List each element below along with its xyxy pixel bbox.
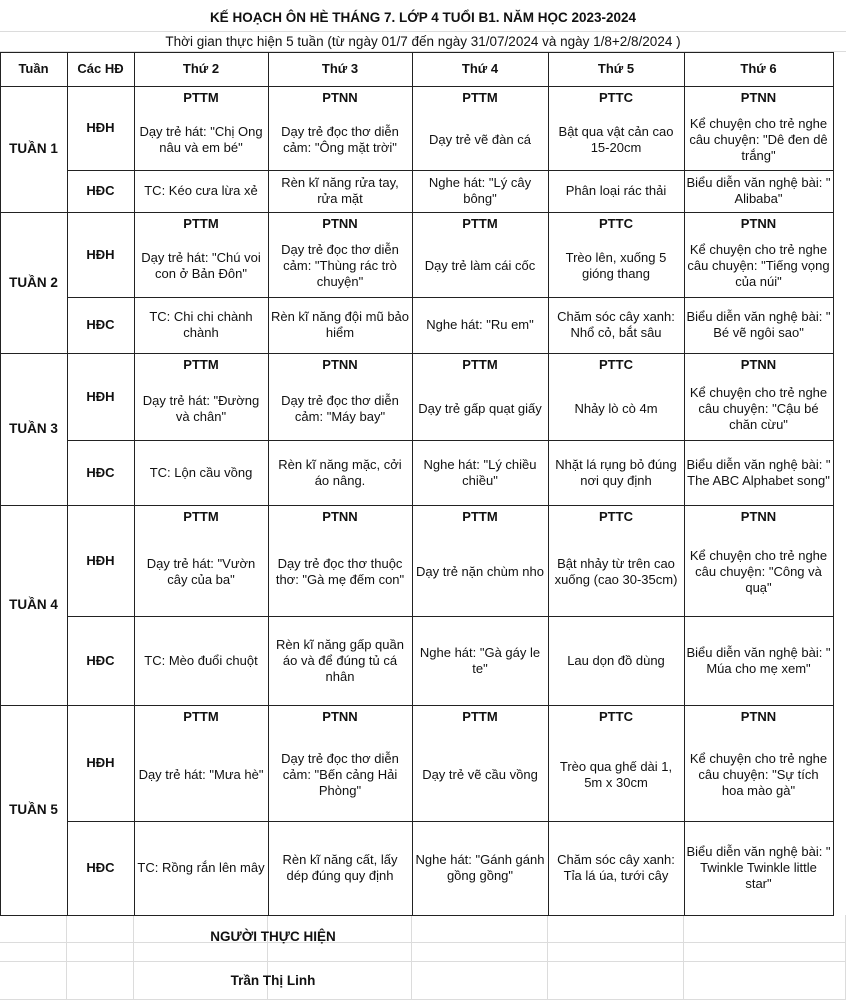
empty-cell xyxy=(67,962,134,1000)
area-cell: PTTM xyxy=(462,90,498,105)
table-border-week xyxy=(0,705,833,706)
sheet-subtitle: Thời gian thực hiện 5 tuần (từ ngày 01/7 đến ngày 31/07/2024 và ngày 1/8+2/8/2024 ) xyxy=(165,34,681,49)
hdh-cell: Trèo qua ghế dài 1, 5m x 30cm xyxy=(559,759,673,790)
activity-hdh: HĐH xyxy=(86,120,115,135)
hdh-cell: Dạy trẻ đọc thơ diễn cảm: "Máy bay" xyxy=(281,392,399,424)
empty-cell xyxy=(67,915,134,943)
hdc-cell: Biểu diễn văn nghệ bài: " Twinkle Twinkle little star" xyxy=(686,844,831,891)
table-border-hdc xyxy=(67,297,833,298)
area-cell: PTTM xyxy=(462,508,498,524)
hdc-cell: Nghe hát: "Gánh gánh gồng gồng" xyxy=(415,852,545,883)
area-cell: PTNN xyxy=(740,709,777,724)
activity-hdh: HĐH xyxy=(86,246,115,262)
activity-hdc: HĐC xyxy=(86,183,115,198)
area-cell: PTNN xyxy=(322,215,358,231)
area-cell: PTTM xyxy=(183,709,219,724)
week-label: TUẦN 5 xyxy=(9,802,58,817)
area-cell: PTTM xyxy=(462,215,498,231)
hdc-cell: Nhặt lá rụng bỏ đúng nơi quy định xyxy=(555,456,677,488)
hdc-cell: Rèn kĩ năng rửa tay, rửa mặt xyxy=(281,175,399,206)
hdh-cell: Dạy trẻ gấp quạt giấy xyxy=(418,400,542,416)
area-cell: PTNN xyxy=(322,90,358,105)
hdc-cell: TC: Kéo cưa lừa xẻ xyxy=(144,183,258,198)
area-cell: PTTC xyxy=(599,508,633,524)
hdh-cell: Dạy trẻ làm cái cốc xyxy=(424,258,536,273)
header-week: Tuần xyxy=(18,61,49,76)
table-border-col xyxy=(412,52,413,916)
hdh-cell: Kể chuyện cho trẻ nghe câu chuyện: "Sự tích hoa mào gà" xyxy=(689,751,828,798)
signer-title: NGƯỜI THỰC HIỆN xyxy=(210,928,336,944)
table-border-header xyxy=(0,86,833,87)
hdc-cell: Lau dọn đồ dùng xyxy=(567,652,665,668)
area-cell: PTTC xyxy=(599,215,633,231)
hdc-cell: Nghe hát: "Gà gáy le te" xyxy=(419,644,541,676)
activity-hdc: HĐC xyxy=(86,464,115,480)
hdh-cell: Dạy trẻ hát: "Vườn cây của ba" xyxy=(146,556,256,587)
hdh-cell: Kể chuyện cho trẻ nghe câu chuyện: "Dê đen dê trắng" xyxy=(689,116,828,163)
activity-hdh: HĐH xyxy=(86,755,115,770)
header-activity: Các HĐ xyxy=(77,61,124,76)
area-cell: PTTM xyxy=(183,357,219,372)
header-thu: Thứ 5 xyxy=(597,61,635,76)
area-cell: PTNN xyxy=(322,357,358,372)
hdc-cell: Rèn kĩ năng cất, lấy dép đúng quy định xyxy=(282,852,398,883)
hdh-cell: Dạy trẻ đọc thơ thuộc thơ: "Gà mẹ đếm con" xyxy=(275,556,405,587)
area-cell: PTTM xyxy=(183,215,219,231)
week-label: TUẦN 3 xyxy=(9,421,58,436)
hdh-cell: Dạy trẻ hát: "Chú voi con ở Bản Đôn" xyxy=(141,250,261,281)
hdh-cell: Dạy trẻ nặn chùm nho xyxy=(416,564,544,579)
table-border-col xyxy=(0,52,1,916)
hdc-cell: Biểu diễn văn nghệ bài: " Bé vẽ ngôi sao" xyxy=(686,309,831,340)
area-cell: PTTM xyxy=(183,508,219,524)
hdh-cell: Kể chuyện cho trẻ nghe câu chuyện: "Công và quạ" xyxy=(689,548,828,595)
week-label: TUẦN 4 xyxy=(9,597,58,612)
hdc-cell: TC: Mèo đuổi chuột xyxy=(144,652,258,668)
hdh-cell: Dạy trẻ đọc thơ diễn cảm: "Bến cảng Hải Phòng" xyxy=(281,751,399,798)
empty-cell xyxy=(684,943,846,962)
week-label: TUẦN 1 xyxy=(9,141,58,156)
area-cell: PTTC xyxy=(599,90,633,105)
hdh-cell: Bật nhảy từ trên cao xuống (cao 30-35cm) xyxy=(554,556,678,587)
table-border-col xyxy=(268,52,269,916)
area-cell: PTNN xyxy=(740,357,777,372)
area-cell: PTTM xyxy=(183,90,219,105)
hdc-cell: Phân loại rác thải xyxy=(565,183,667,198)
empty-cell xyxy=(548,962,684,1000)
activity-hdc: HĐC xyxy=(86,860,115,875)
signer-name: Trần Thị Linh xyxy=(230,973,316,988)
activity-hdh: HĐH xyxy=(86,552,115,568)
hdh-cell: Trèo lên, xuống 5 gióng thang xyxy=(565,250,667,281)
area-cell: PTTC xyxy=(599,709,633,724)
table-border-hdc xyxy=(67,821,833,822)
hdh-cell: Dạy trẻ hát: "Đường và chân" xyxy=(142,392,260,424)
hdc-cell: Chăm sóc cây xanh: Nhổ cỏ, bắt sâu xyxy=(557,309,675,340)
hdc-cell: Nghe hát: "Lý cây bông" xyxy=(428,175,532,206)
table-border-hdc xyxy=(67,616,833,617)
sheet-title: KẾ HOẠCH ÔN HÈ THÁNG 7. LỚP 4 TUỔI B1. NĂM HỌC 2023-2024 xyxy=(209,10,637,25)
hdc-cell: TC: Lộn cầu vồng xyxy=(149,464,253,480)
table-border-col xyxy=(684,52,685,916)
table-border-col xyxy=(548,52,549,916)
area-cell: PTNN xyxy=(740,90,777,105)
hdc-cell: TC: Rồng rắn lên mây xyxy=(137,860,265,875)
hdh-cell: Kể chuyện cho trẻ nghe câu chuyện: "Cậu bé chăn cừu" xyxy=(689,384,828,432)
hdh-cell: Dạy trẻ đọc thơ diễn cảm: "Thùng rác trò chuyện" xyxy=(281,242,399,289)
area-cell: PTTC xyxy=(599,357,633,372)
hdh-cell: Dạy trẻ vẽ đàn cá xyxy=(429,132,531,147)
area-cell: PTTM xyxy=(462,709,498,724)
empty-cell xyxy=(0,962,67,1000)
table-border-col xyxy=(134,52,135,916)
empty-cell xyxy=(684,962,846,1000)
empty-cell xyxy=(67,943,134,962)
hdc-cell: Biểu diễn văn nghệ bài: " Alibaba" xyxy=(686,175,831,206)
hdc-cell: Nghe hát: "Lý chiều chiều" xyxy=(423,456,537,488)
table-border-col xyxy=(67,52,68,916)
hdc-cell: Rèn kĩ năng gấp quần áo và để đúng tủ cá nhân xyxy=(276,636,404,684)
area-cell: PTTM xyxy=(462,357,498,372)
table-border-week xyxy=(0,353,833,354)
hdh-cell: Kể chuyện cho trẻ nghe câu chuyện: "Tiếng vọng của núi" xyxy=(687,242,830,289)
table-border-week xyxy=(0,915,833,916)
hdh-cell: Bật qua vật cản cao 15-20cm xyxy=(558,124,674,155)
table-border-hdc xyxy=(67,440,833,441)
activity-hdc: HĐC xyxy=(86,317,115,332)
area-cell: PTNN xyxy=(322,709,358,724)
hdh-cell: Dạy trẻ hát: "Chị Ong nâu và em bé" xyxy=(139,124,263,155)
hdc-cell: Rèn kĩ năng mặc, cởi áo nâng. xyxy=(278,456,402,488)
area-cell: PTNN xyxy=(322,508,358,524)
table-border-hdc xyxy=(67,170,833,171)
hdh-cell: Dạy trẻ vẽ cầu vồng xyxy=(422,767,538,782)
empty-cell xyxy=(548,943,684,962)
hdc-cell: Biểu diễn văn nghệ bài: " Múa cho mẹ xem" xyxy=(686,644,831,676)
hdc-cell: Chăm sóc cây xanh: Tỉa lá úa, tưới cây xyxy=(557,852,675,883)
table-border-right xyxy=(833,52,834,916)
area-cell: PTNN xyxy=(740,215,777,231)
hdh-cell: Dạy trẻ đọc thơ diễn cảm: "Ông mặt trời" xyxy=(281,124,399,155)
hdc-cell: Rèn kĩ năng đội mũ bảo hiểm xyxy=(270,309,410,340)
empty-cell xyxy=(0,943,67,962)
hdc-cell: Biểu diễn văn nghệ bài: " The ABC Alphabet song" xyxy=(686,456,831,488)
empty-cell xyxy=(548,915,684,943)
table-border-week xyxy=(0,212,833,213)
empty-cell xyxy=(0,915,67,943)
header-tue: Thứ 3 xyxy=(321,61,359,76)
empty-cell xyxy=(412,915,548,943)
header-wed: Thứ 4 xyxy=(461,61,499,76)
title-divider xyxy=(0,31,846,32)
hdc-cell: Nghe hát: "Ru em" xyxy=(426,317,534,332)
hdh-cell: Dạy trẻ hát: "Mưa hè" xyxy=(138,767,264,782)
activity-hdc: HĐC xyxy=(86,652,115,668)
activity-hdh: HĐH xyxy=(86,388,115,404)
empty-cell xyxy=(412,962,548,1000)
header-mon: Thứ 2 xyxy=(182,61,220,76)
table-border-top xyxy=(0,52,833,53)
hdh-cell: Nhảy lò cò 4m xyxy=(574,400,658,416)
table-border-week xyxy=(0,505,833,506)
empty-cell xyxy=(684,915,846,943)
header-fri: Thứ 6 xyxy=(740,61,777,76)
area-cell: PTNN xyxy=(740,508,777,524)
empty-cell xyxy=(412,943,548,962)
hdc-cell: TC: Chi chi chành chành xyxy=(149,309,253,340)
week-label: TUẦN 2 xyxy=(9,274,58,290)
